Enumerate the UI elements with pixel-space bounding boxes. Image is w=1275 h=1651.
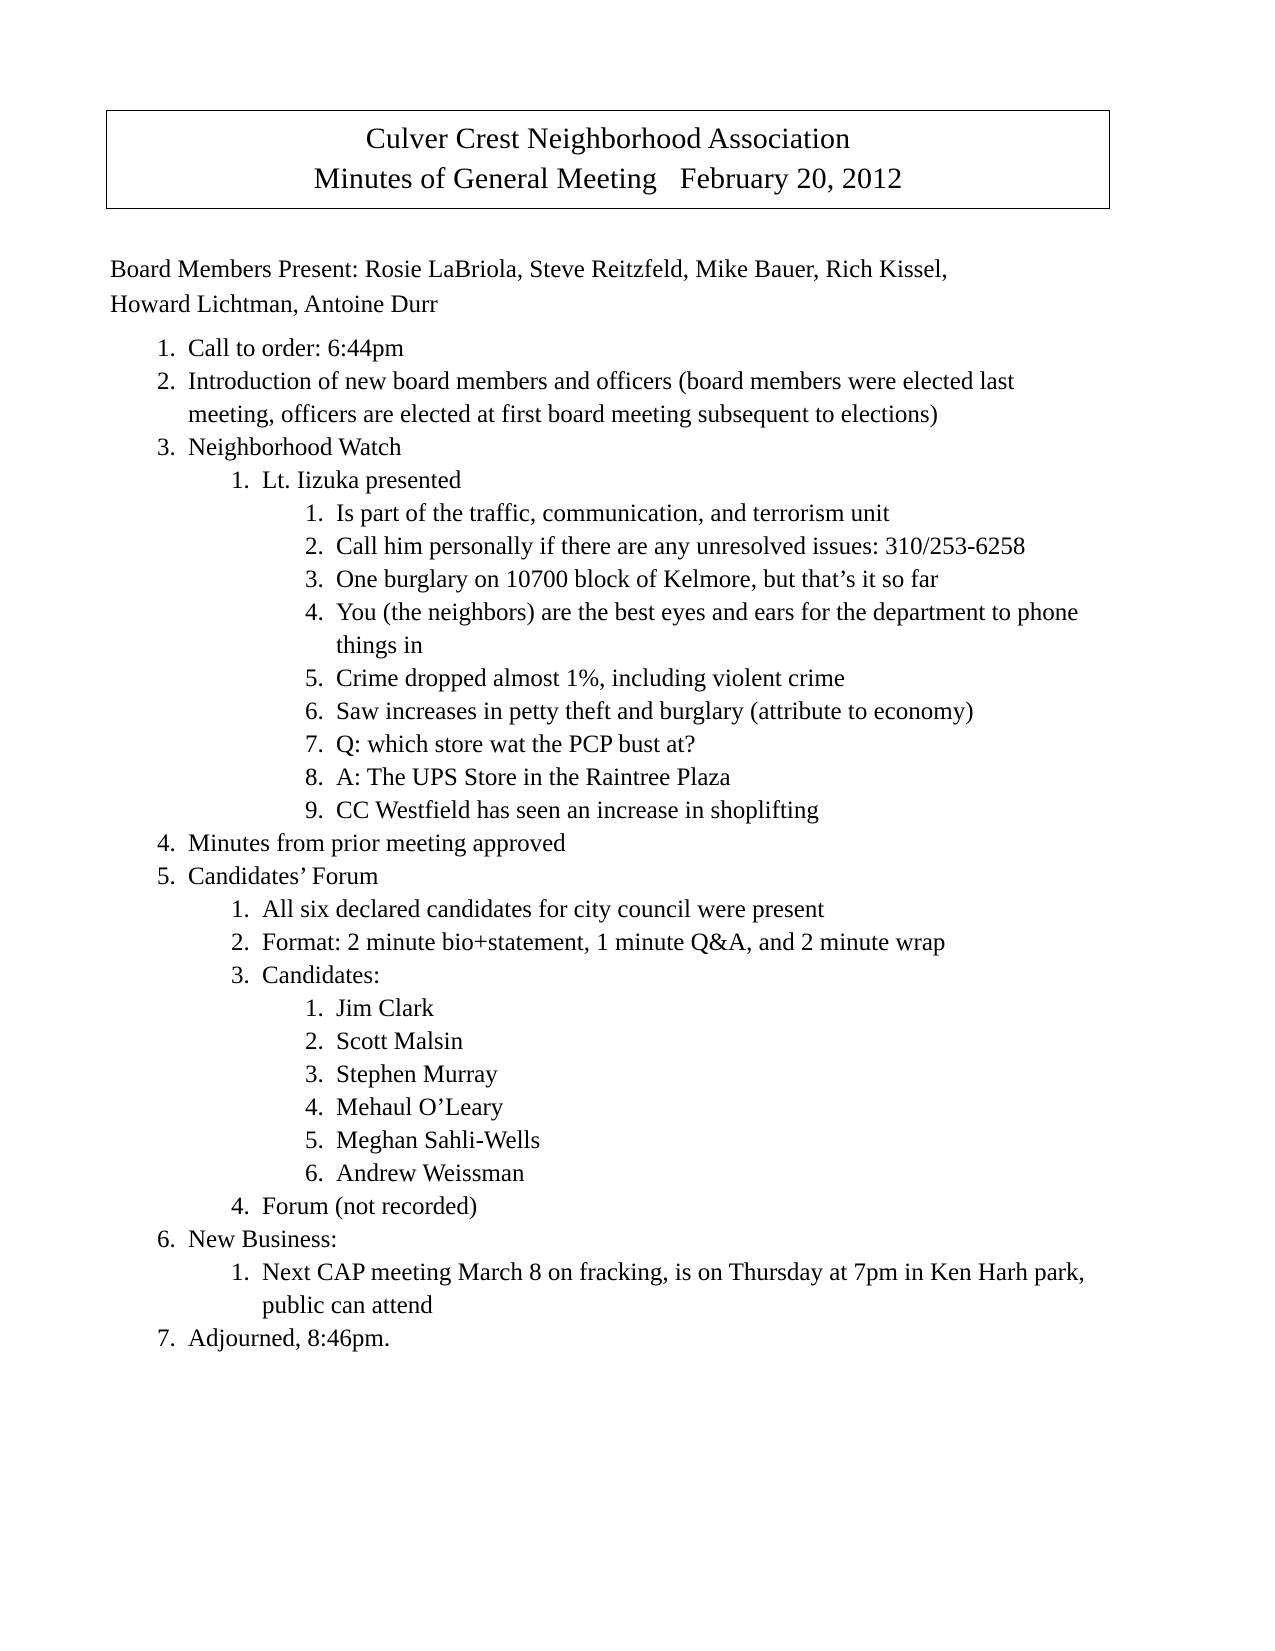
outline-level-3-iizuka-points	[262, 497, 1100, 827]
outline-item-text: Saw increases in petty theft and burglary (attribute to economy)	[336, 698, 974, 725]
outline-item-text: Mehaul O’Leary	[336, 1094, 504, 1121]
outline-item-text: Jim Clark	[336, 995, 434, 1022]
outline-item-candidate-jim-clark	[330, 992, 1100, 1025]
outline-item-new-business	[182, 1223, 1100, 1322]
outline-item-text: Call to order: 6:44pm	[188, 335, 404, 362]
outline-item-text: Candidates:	[262, 962, 381, 989]
outline-item-text: All six declared candidates for city council were present	[262, 896, 825, 923]
outline-item-neighborhood-watch	[182, 431, 1100, 827]
board-members-present: Board Members Present: Rosie LaBriola, Steve Reitzfeld, Mike Bauer, Rich Kissel, Howard Lichtman, Antoine Durr	[110, 256, 948, 318]
outline-item-text: Forum (not recorded)	[262, 1193, 478, 1220]
outline-item-text: New Business:	[188, 1226, 338, 1253]
outline-item-question-pcp-bust	[330, 728, 1100, 761]
outline-item-adjourned	[182, 1322, 1100, 1355]
outline-item-text: Next CAP meeting March 8 on fracking, is on Thursday at 7pm in Ken Harh park, public can attend	[262, 1259, 1085, 1319]
outline-item-candidate-meghan-sahli-wells	[330, 1124, 1100, 1157]
outline-item-text: Format: 2 minute bio+statement, 1 minute Q&A, and 2 minute wrap	[262, 929, 946, 956]
outline-item-text: One burglary on 10700 block of Kelmore, but that’s it so far	[336, 566, 939, 593]
outline-item-text: Lt. Iizuka presented	[262, 467, 462, 494]
outline-item-candidate-stephen-murray	[330, 1058, 1100, 1091]
outline-item-text: CC Westfield has seen an increase in shoplifting	[336, 797, 819, 824]
outline-item-eyes-and-ears	[330, 596, 1100, 662]
outline-item-cap-meeting	[256, 1256, 1100, 1322]
outline-level-2-neighborhood-watch	[188, 464, 1100, 827]
outline-item-contact-phone	[330, 530, 1100, 563]
outline-item-text: Call him personally if there are any unresolved issues: 310/253-6258	[336, 533, 1026, 560]
organization-name: Culver Crest Neighborhood Association	[365, 122, 851, 155]
outline-item-text: Introduction of new board members and officers (board members were elected last meeting, officers are elected at first board meeting subsequent to elections)	[188, 368, 1015, 428]
outline-item-introduction	[182, 365, 1100, 431]
outline-item-text: A: The UPS Store in the Raintree Plaza	[336, 764, 731, 791]
outline-item-all-six-candidates	[256, 893, 1100, 926]
outline-item-minutes-approved	[182, 827, 1100, 860]
outline-item-text: You (the neighbors) are the best eyes and ears for the department to phone things in	[336, 599, 1079, 659]
outline-item-call-to-order	[182, 332, 1100, 365]
outline-item-text: Scott Malsin	[336, 1028, 464, 1055]
outline-item-forum-not-recorded	[256, 1190, 1100, 1223]
outline-item-text: Andrew Weissman	[336, 1160, 525, 1187]
outline-item-text: Candidates’ Forum	[188, 863, 379, 890]
outline-item-text: Meghan Sahli-Wells	[336, 1127, 541, 1154]
outline-item-traffic-unit	[330, 497, 1100, 530]
outline-level-2-new-business	[188, 1256, 1100, 1322]
outline-item-text: Minutes from prior meeting approved	[188, 830, 566, 857]
outline-item-candidate-andrew-weissman	[330, 1157, 1100, 1190]
outline-item-candidate-mehaul-oleary	[330, 1091, 1100, 1124]
outline-item-text: Neighborhood Watch	[188, 434, 402, 461]
outline-item-candidates-label	[256, 959, 1100, 1190]
outline-item-candidates-forum	[182, 860, 1100, 1223]
document-title-box	[106, 110, 1110, 209]
outline-item-candidate-scott-malsin	[330, 1025, 1100, 1058]
outline-level-3-candidate-names	[262, 992, 1100, 1190]
outline-item-text: Is part of the traffic, communication, and terrorism unit	[336, 500, 890, 527]
outline-item-text: Crime dropped almost 1%, including violent crime	[336, 665, 845, 692]
outline-item-lt-iizuka	[256, 464, 1100, 827]
document-subtitle: Minutes of General Meeting February 20, 2012	[313, 161, 903, 195]
minutes-outline	[110, 332, 1100, 1355]
outline-item-text: Q: which store wat the PCP bust at?	[336, 731, 696, 758]
outline-item-text: Stephen Murray	[336, 1061, 498, 1088]
outline-level-2-candidates-forum	[188, 893, 1100, 1223]
outline-item-burglary-kelmore	[330, 563, 1100, 596]
outline-item-petty-theft-increase	[330, 695, 1100, 728]
outline-item-westfield-shoplifting	[330, 794, 1100, 827]
outline-item-crime-dropped	[330, 662, 1100, 695]
outline-item-text: Adjourned, 8:46pm.	[188, 1325, 391, 1352]
outline-level-1	[110, 332, 1100, 1355]
outline-item-answer-ups-store	[330, 761, 1100, 794]
outline-item-format	[256, 926, 1100, 959]
